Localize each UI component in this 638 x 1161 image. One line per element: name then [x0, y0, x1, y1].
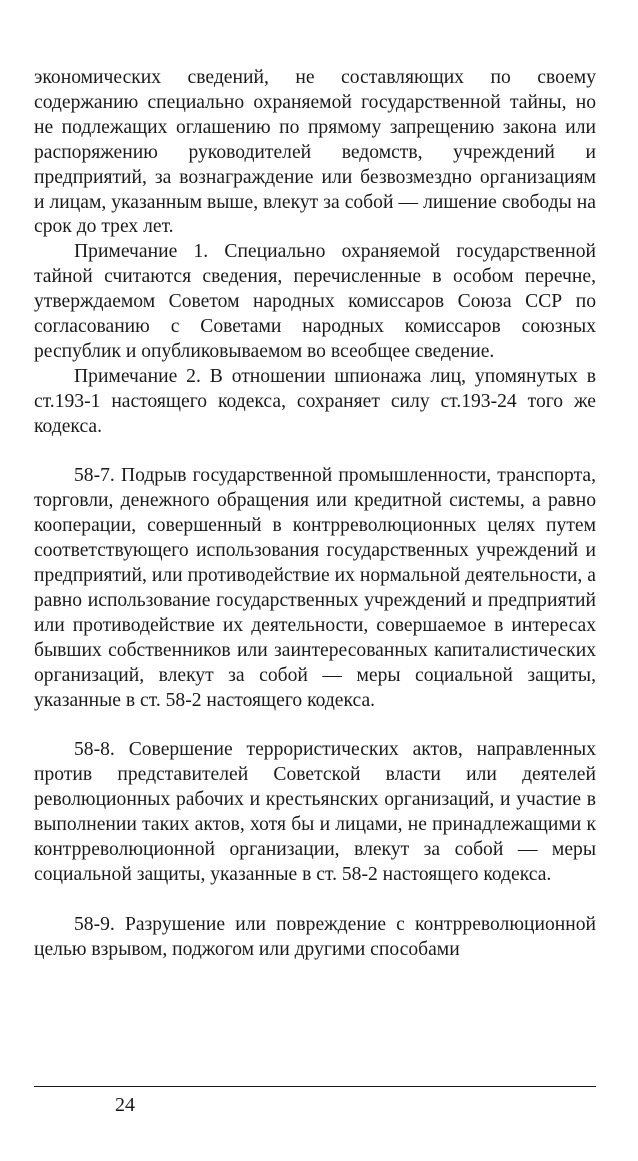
paragraph-continuation: экономических сведений, не составляющих по своему содержанию специально охраняемой государственной тайны, но не подлежащих оглашению по прямому запрещению закона или распоряжению руководителей ведомств, учреждений и предприятий, за вознаграждение или безвозмездно организациям и лицам, указанным выше, влекут за собой — лишение свободы на срок до трех лет.: [34, 67, 596, 238]
page-text: [34, 66, 596, 963]
paragraph-note-2: Примечание 2. В отношении шпионажа лиц, упомянутых в ст.193-1 настоящего кодекса, сохраняет силу ст.193-24 того же кодекса.: [34, 365, 596, 437]
paragraph-note-1: Примечание 1. Специально охраняемой государственной тайной считаются сведения, перечисленные в особом перечне, утверждаемом Советом народных комиссаров Союза ССР по согласованию с Советами народных комиссаров союзных республик и опубликовываемом во всеобщее сведение.: [34, 241, 596, 362]
paragraph-article-58-9: 58-9. Разрушение или повреждение с контрреволюционной целью взрывом, поджогом или другими способами: [34, 913, 596, 960]
paragraph-article-58-8: 58-8. Совершение террористических актов, направленных против представителей Советской власти или деятелей революционных рабочих и крестьянских организаций, и участие в выполнении таких актов, хотя бы и лицами, не принадлежащими к контрреволюционной организации, влекут за собой — меры социальной защиты, указанные в ст. 58-2 настоящего кодекса.: [34, 739, 596, 885]
page-number: 24: [115, 1094, 135, 1116]
footer-rule: [34, 1086, 596, 1087]
paragraph-article-58-7: 58-7. Подрыв государственной промышленности, транспорта, торговли, денежного обращения или кредитной системы, а равно кооперации, совершенный в контрреволюционных целях путем соответствующего использования государственных учреждений и предприятий, или противодействие их нормальной деятельности, а равно использование государственных учреждений и предприятий или противодействие их деятельности, совершаемое в интересах бывших собственников или заинтересованных капиталистических организаций, влекут за собой — меры социальной защиты, указанные в ст. 58-2 настоящего кодекса.: [34, 465, 596, 711]
